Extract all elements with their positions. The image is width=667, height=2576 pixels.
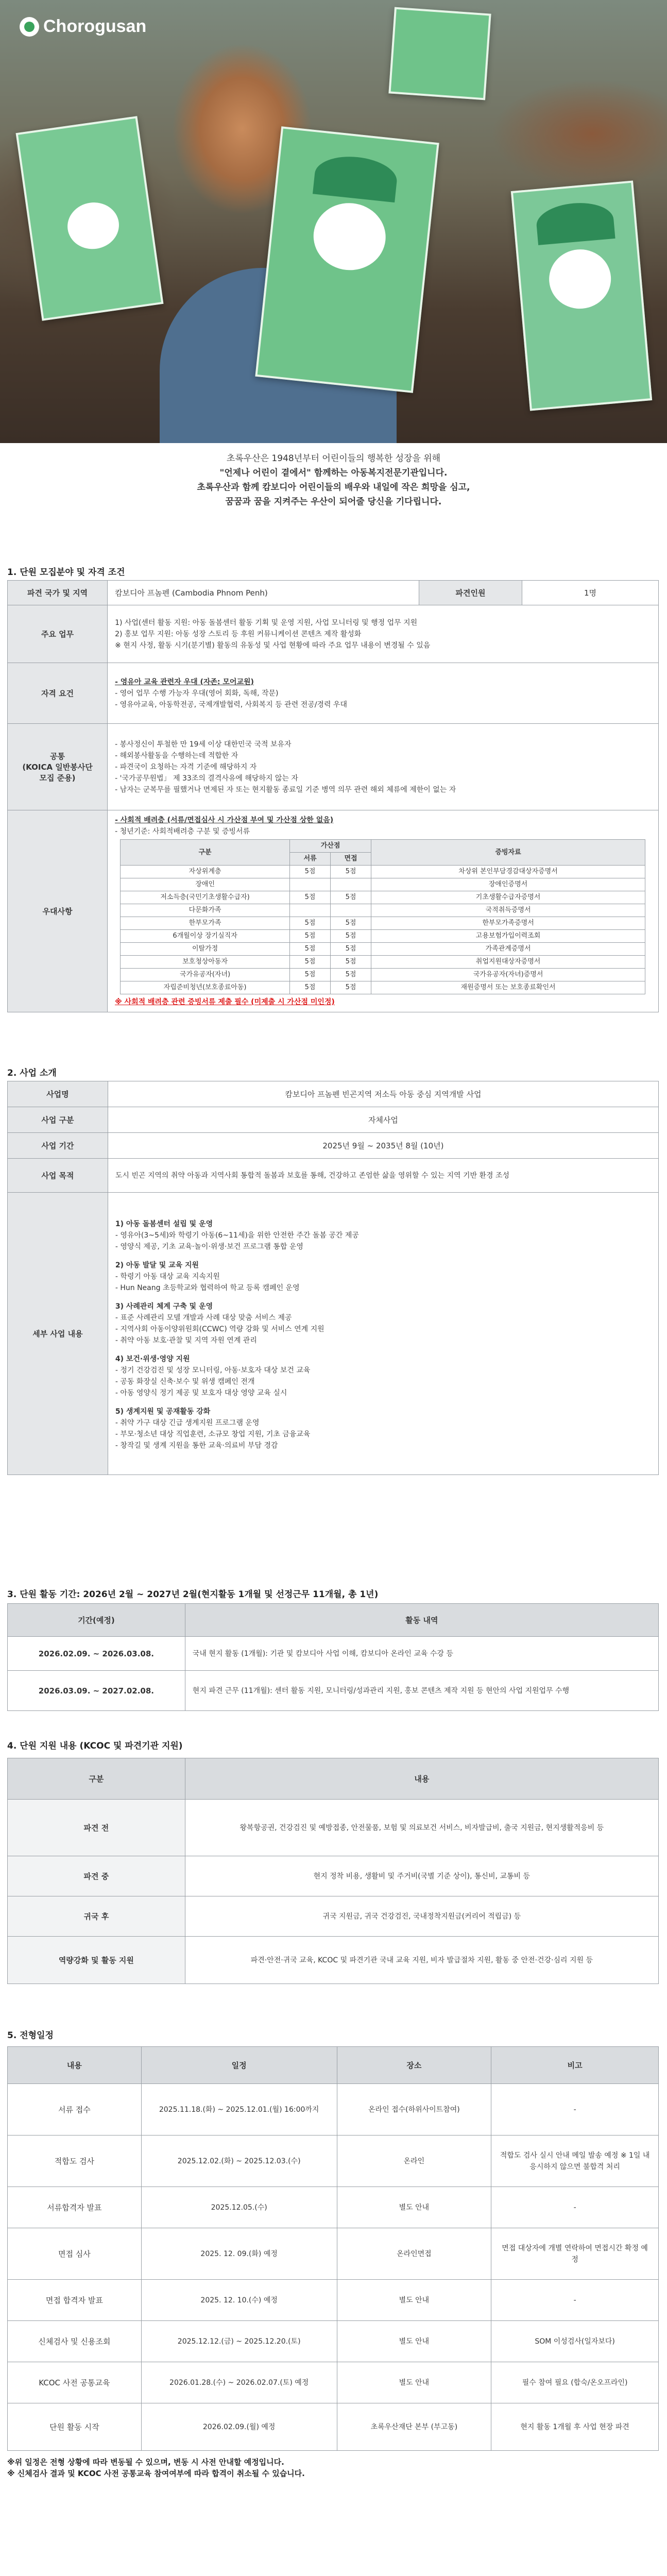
bonus-doc: 5점 xyxy=(290,930,331,943)
stage-cell: 서류합격자 발표 xyxy=(8,2187,142,2228)
bonus-int xyxy=(331,904,371,917)
bonus-proof: 재원증명서 또는 보호종료확인서 xyxy=(371,981,645,994)
bonus-int xyxy=(331,878,371,891)
common-label: 공통 (KOICA 일반봉사단 모집 준용) xyxy=(8,724,108,810)
bonus-int: 5점 xyxy=(331,891,371,904)
support-content: 왕복항공권, 건강검진 및 예방접종, 안전물품, 보험 및 의료보건 서비스, 비자발급비, 출국 지원금, 현지생활적응비 등 xyxy=(185,1800,658,1856)
stage-cell: 서류 접수 xyxy=(8,2084,142,2136)
note-cell: SOM 이성검사(일자보다) xyxy=(491,2321,659,2362)
duty-content xyxy=(108,605,659,663)
bonus-int: 5점 xyxy=(331,956,371,969)
detail-item: - 영양식 제공, 기초 교육·놀이·위생·보건 프로그램 통합 운영 xyxy=(115,1242,303,1251)
qual-line: - 영어 업무 수행 가능자 우대(영어 회화, 독해, 작문) xyxy=(115,689,279,698)
place-header: 장소 xyxy=(337,2047,491,2084)
support-content: 귀국 지원금, 귀국 건강검진, 국내정착지원금(커리어 적립금) 등 xyxy=(185,1896,658,1937)
pref-line: - 청년기준: 사회적배려층 구분 및 증빙서류 xyxy=(115,827,250,836)
stage-cell: 단원 활동 시작 xyxy=(8,2403,142,2451)
project-value: 캄보디아 프놈펜 빈곤지역 저소득 아동 중심 지역개발 사업 xyxy=(108,1081,658,1107)
date-cell: 2026.01.28.(수) ~ 2026.02.07.(토) 예정 xyxy=(141,2362,337,2403)
stage-cell: 면접 심사 xyxy=(8,2228,142,2280)
bonus-table xyxy=(120,839,645,994)
bonus-header-group: 구분 xyxy=(121,840,290,866)
detail-item: - 부모·청소년 대상 직업훈련, 소규모 창업 지원, 기초 금융교육 xyxy=(115,1430,311,1438)
note-cell: 필수 참여 필요 (합숙/온오프라인) xyxy=(491,2362,659,2403)
support-group: 파견 중 xyxy=(8,1856,185,1896)
place-cell: 온라인 접수(하위사이트참여) xyxy=(337,2084,491,2136)
period-cell: 2026.03.09. ~ 2027.02.08. xyxy=(8,1671,185,1711)
content-cell: 현지 파견 근무 (11개월): 센터 활동 지원, 모니터링/성과관리 지원, 홍보 콘텐츠 제작 지원 등 현안의 사업 지원업무 수행 xyxy=(185,1671,658,1711)
count-value: 1명 xyxy=(522,581,659,605)
content-header: 활동 내역 xyxy=(185,1604,658,1637)
support-group: 귀국 후 xyxy=(8,1896,185,1937)
place-cell: 초록우산재단 본부 (부고동) xyxy=(337,2403,491,2451)
bonus-int: 5점 xyxy=(331,866,371,878)
common-line: - 남자는 군복무를 필했거나 면제된 자 또는 현지활동 종료일 기준 병역 의무 관련 해외 체류에 제한이 없는 자 xyxy=(115,785,456,794)
bear-illustration xyxy=(546,247,613,311)
project-value: 자체사업 xyxy=(108,1107,658,1133)
date-cell: 2025. 12. 09.(화) 예정 xyxy=(141,2228,337,2280)
content-cell: 국내 현지 활동 (1개월): 기관 및 캄보디아 사업 이해, 캄보디아 온라인 교육 수강 등 xyxy=(185,1637,658,1671)
project-label: 사업 구분 xyxy=(8,1107,108,1133)
project-label: 사업명 xyxy=(8,1081,108,1107)
bonus-proof: 차상위 본인부담경감대상자증명서 xyxy=(371,866,645,878)
stage-cell: 면접 합격자 발표 xyxy=(8,2280,142,2321)
content-header: 내용 xyxy=(185,1758,658,1800)
common-line: - 파견국이 요청하는 자격 기준에 해당하지 자 xyxy=(115,762,257,771)
intro-line: 꿈꿈과 꿈을 지켜주는 우산이 되어줄 당신을 기다립니다. xyxy=(225,497,442,507)
bonus-doc: 5점 xyxy=(290,969,331,981)
schedule-notes xyxy=(7,2456,305,2479)
note-cell: 현지 활동 1개월 후 사업 현장 파견 xyxy=(491,2403,659,2451)
detail-heading: 5) 생계지원 및 공재활동 강화 xyxy=(115,1407,211,1416)
group-header: 구분 xyxy=(8,1758,185,1800)
duty-line: 2) 홍보 업무 지원: 아동 성장 스토리 등 후원 커뮤니케이션 콘텐츠 제작 활성화 xyxy=(115,630,362,638)
logo-text: Chorogusan xyxy=(43,16,147,36)
qual-content xyxy=(108,663,659,724)
bonus-int: 5점 xyxy=(331,917,371,930)
green-book-decoration xyxy=(511,180,652,411)
umbrella-illustration xyxy=(313,153,399,202)
bonus-group: 6개월이상 장기실직자 xyxy=(121,930,290,943)
bonus-doc xyxy=(290,878,331,891)
count-label: 파견인원 xyxy=(419,581,522,605)
detail-item: - 표준 사례관리 모델 개발과 사례 대상 맞춤 서비스 제공 xyxy=(115,1313,292,1322)
date-cell: 2025.12.05.(수) xyxy=(141,2187,337,2228)
bonus-proof: 장애인증명서 xyxy=(371,878,645,891)
bonus-int: 5점 xyxy=(331,930,371,943)
date-cell: 2025.11.18.(화) ~ 2025.12.01.(월) 16:00까지 xyxy=(141,2084,337,2136)
project-label: 사업 기간 xyxy=(8,1133,108,1159)
note-cell: - xyxy=(491,2084,659,2136)
place-cell: 별도 안내 xyxy=(337,2362,491,2403)
bonus-doc: 5점 xyxy=(290,943,331,956)
bonus-doc: 5점 xyxy=(290,956,331,969)
date-cell: 2025.12.12.(금) ~ 2025.12.20.(토) xyxy=(141,2321,337,2362)
duty-line: 1) 사업(센터 활동 지원: 아동 돌봄센터 활동 기획 및 운영 지원, 사업 모니터링 및 행정 업무 지원 xyxy=(115,618,418,627)
support-group: 파견 전 xyxy=(8,1800,185,1856)
detail-item: - 영유아(3~5세)와 학령기 아동(6~11세)을 위한 안전한 주간 돌봄 공간 제공 xyxy=(115,1231,359,1240)
bonus-proof: 고용보험가입이력조회 xyxy=(371,930,645,943)
bonus-doc: 5점 xyxy=(290,981,331,994)
detail-item: - 취약 가구 대상 긴급 생계지원 프로그램 운영 xyxy=(115,1418,260,1427)
pref-label: 우대사항 xyxy=(8,810,108,1012)
pref-line: - 사회적 배려층 (서류/면접심사 시 가산점 부여 및 가산점 상한 없음) xyxy=(115,816,334,824)
note-header: 비고 xyxy=(491,2047,659,2084)
note-cell: - xyxy=(491,2187,659,2228)
pref-note: ※ 사회적 배려층 관련 증빙서류 제출 필수 (미제출 시 가산점 미인정) xyxy=(115,998,335,1006)
section-title: 2. 사업 소개 xyxy=(7,1068,57,1078)
period-cell: 2026.02.09. ~ 2026.03.08. xyxy=(8,1637,185,1671)
pref-content xyxy=(108,810,659,1012)
detail-item: - 학령기 아동 대상 교육 지속지원 xyxy=(115,1272,220,1281)
bonus-proof: 국적취득증명서 xyxy=(371,904,645,917)
recruit-table xyxy=(7,580,659,1012)
detail-heading: 1) 아동 돌봄센터 설립 및 운영 xyxy=(115,1219,213,1228)
bonus-group: 국가유공자(자녀) xyxy=(121,969,290,981)
support-content: 현지 정착 비용, 생활비 및 주거비(국별 기준 상이), 통신비, 교통비 등 xyxy=(185,1856,658,1896)
bonus-doc: 5점 xyxy=(290,917,331,930)
stage-cell: 신체검사 및 신용조회 xyxy=(8,2321,142,2362)
note-cell xyxy=(491,2136,659,2187)
detail-heading: 4) 보건·위생·영양 지원 xyxy=(115,1354,190,1363)
bonus-proof: 국가유공자(자녀)증명서 xyxy=(371,969,645,981)
green-book-decoration xyxy=(16,116,164,321)
bonus-group: 보호청상아동자 xyxy=(121,956,290,969)
bonus-int: 5점 xyxy=(331,943,371,956)
bonus-doc xyxy=(290,904,331,917)
bonus-header-proof: 증빙자료 xyxy=(371,840,645,866)
detail-content xyxy=(108,1193,658,1475)
bear-illustration xyxy=(310,199,389,274)
green-book-decoration xyxy=(255,126,439,393)
detail-item: - 창작길 및 생계 지원을 통한 교육·의료비 부담 경감 xyxy=(115,1441,278,1450)
place-cell: 별도 안내 xyxy=(337,2280,491,2321)
stage-cell: KCOC 사전 공통교육 xyxy=(8,2362,142,2403)
schedule-table xyxy=(7,2046,659,2451)
support-group: 역량강화 및 활동 지원 xyxy=(8,1937,185,1984)
bonus-int: 5점 xyxy=(331,981,371,994)
umbrella-illustration xyxy=(535,200,615,245)
bear-illustration xyxy=(64,199,122,252)
place-cell: 별도 안내 xyxy=(337,2321,491,2362)
detail-item: - 공동 화장실 신축·보수 및 위생 캠페인 전개 xyxy=(115,1377,255,1386)
place-cell: 별도 안내 xyxy=(337,2187,491,2228)
common-line: - 봉사정신이 투철한 만 19세 이상 대한민국 국적 보유자 xyxy=(115,740,292,749)
bonus-group: 다문화가족 xyxy=(121,904,290,917)
detail-item: - 정기 건강검진 및 성장 모니터링, 아동·보호자 대상 보건 교육 xyxy=(115,1366,311,1375)
bonus-header-doc: 서류 xyxy=(290,853,331,866)
logo-mark-icon xyxy=(20,17,39,37)
intro-text xyxy=(0,451,667,509)
bonus-header-points: 가산점 xyxy=(290,840,371,853)
bonus-proof: 한부모가족증명서 xyxy=(371,917,645,930)
bonus-group: 저소득층(국민기초생활수급자) xyxy=(121,891,290,904)
support-table xyxy=(7,1758,659,1984)
date-header: 일정 xyxy=(141,2047,337,2084)
place-cell: 온라인면접 xyxy=(337,2228,491,2280)
intro-line: "언제나 어린이 곁에서" 함께하는 아동복지전문기관입니다. xyxy=(219,468,448,478)
schedule-note: ※ 신체검사 결과 및 KCOC 사전 공통교육 참여여부에 따라 합격이 취소될 수 있습니다. xyxy=(7,2469,305,2478)
bonus-proof: 기초생활수급자증명서 xyxy=(371,891,645,904)
country-value: 캄보디아 프놈펜 (Cambodia Phnom Penh) xyxy=(108,581,419,605)
detail-item: - 지역사회 아동이양위원회(CCWC) 역량 강화 및 서비스 연계 지원 xyxy=(115,1325,324,1333)
qual-line: - 영유아교육, 아동학전공, 국제개발협력, 사회복지 등 관련 전공/경력 우대 xyxy=(115,700,347,709)
bonus-proof: 가족관계증명서 xyxy=(371,943,645,956)
bonus-doc: 5점 xyxy=(290,866,331,878)
logo xyxy=(20,16,146,37)
note-cell: - xyxy=(491,2280,659,2321)
detail-label: 세부 사업 내용 xyxy=(8,1193,108,1475)
stage-header: 내용 xyxy=(8,2047,142,2084)
duty-line: ※ 현지 사정, 활동 시기(분기별) 활동의 유동성 및 사업 현황에 따라 주요 업무 내용이 변경될 수 있음 xyxy=(115,641,431,650)
detail-item: - Hun Neang 초등학교와 협력하여 학교 등록 캠페인 운영 xyxy=(115,1283,300,1292)
date-cell: 2025. 12. 10.(수) 예정 xyxy=(141,2280,337,2321)
section-title: 3. 단원 활동 기간: 2026년 2월 ~ 2027년 2월(현지활동 1개월 및 선정근무 11개월, 총 1년) xyxy=(7,1589,379,1600)
qual-label: 자격 요건 xyxy=(8,663,108,724)
project-value: 도시 빈곤 지역의 취약 아동과 지역사회 통합적 돌봄과 보호를 통해, 건강하고 존엄한 삶을 영위할 수 있는 지역 기반 환경 조성 xyxy=(108,1159,658,1193)
common-line: - 해외봉사활동을 수행하는데 적합한 자 xyxy=(115,751,238,760)
detail-heading: 3) 사례관리 체계 구축 및 운영 xyxy=(115,1302,213,1311)
bonus-group: 이탈가정 xyxy=(121,943,290,956)
project-value: 2025년 9월 ~ 2035년 8월 (10년) xyxy=(108,1133,658,1159)
bonus-header-int: 면접 xyxy=(331,853,371,866)
intro-line: 초록우산은 1948년부터 어린이들의 행복한 성장을 위해 xyxy=(226,453,441,464)
bonus-group: 한부모가족 xyxy=(121,917,290,930)
bonus-doc: 5점 xyxy=(290,891,331,904)
bonus-int: 5점 xyxy=(331,969,371,981)
bonus-group: 장애인 xyxy=(121,878,290,891)
common-line: - '국가공무원법」 제 33조의 결격사유에 해당하지 않는 자 xyxy=(115,774,298,783)
support-content: 파견·안전·귀국 교육, KCOC 및 파견기관 국내 교육 지원, 비자 발급절차 지원, 활동 중 안전·건강·심리 지원 등 xyxy=(185,1937,658,1984)
period-header: 기간(예정) xyxy=(8,1604,185,1637)
country-label: 파견 국가 및 지역 xyxy=(8,581,108,605)
date-cell: 2026.02.09.(월) 예정 xyxy=(141,2403,337,2451)
common-content xyxy=(108,724,659,810)
place-cell: 온라인 xyxy=(337,2136,491,2187)
note-text: 적합도 검사 실시 안내 메일 발송 예정 ※ 1일 내 응시하지 않으면 불합격 처리 xyxy=(500,2151,650,2171)
hero-photo xyxy=(0,0,667,443)
section-title: 5. 전형일정 xyxy=(7,2030,54,2041)
detail-item: - 취약 아동 보호·관찰 및 지역 자원 연계 관리 xyxy=(115,1336,257,1345)
qual-line: - 영유아 교육 관련자 우대 (자존: 모어교원) xyxy=(115,677,254,686)
bonus-group: 자상위계층 xyxy=(121,866,290,878)
date-cell: 2025.12.02.(화) ~ 2025.12.03.(수) xyxy=(141,2136,337,2187)
bonus-group: 자립준비청년(보호종료아동) xyxy=(121,981,290,994)
intro-line: 초록우산과 함께 캄보디아 어린이들의 배우와 내일에 작은 희망을 심고, xyxy=(197,482,470,493)
duty-label: 주요 업무 xyxy=(8,605,108,663)
green-book-decoration xyxy=(388,7,491,100)
bonus-proof: 취업지원대상자증명서 xyxy=(371,956,645,969)
section-title: 4. 단원 지원 내용 (KCOC 및 파견기관 지원) xyxy=(7,1741,183,1751)
stage-cell: 적합도 검사 xyxy=(8,2136,142,2187)
section-title: 1. 단원 모집분야 및 자격 조건 xyxy=(7,567,125,578)
detail-item: - 아동 영양식 정기 제공 및 보호자 대상 영양 교육 실시 xyxy=(115,1388,287,1397)
note-cell: 면접 대상자에 개별 연락하여 면접시간 확정 예정 xyxy=(491,2228,659,2280)
detail-heading: 2) 아동 발달 및 교육 지원 xyxy=(115,1261,199,1269)
period-table xyxy=(7,1603,659,1711)
schedule-note: ※위 일정은 전형 상황에 따라 변동될 수 있으며, 변동 시 사전 안내할 예정입니다. xyxy=(7,2458,284,2467)
project-label: 사업 목적 xyxy=(8,1159,108,1193)
project-table xyxy=(7,1081,659,1475)
